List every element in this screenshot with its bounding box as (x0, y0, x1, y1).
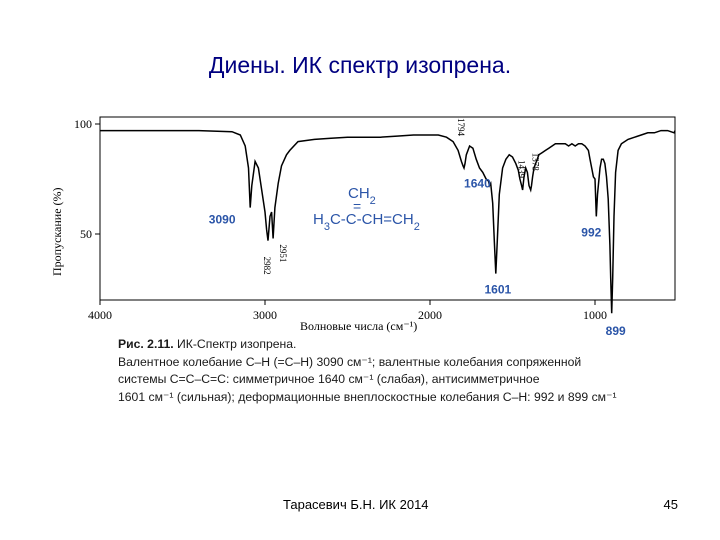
peak-label: 1439 (516, 160, 527, 178)
isoprene-structure (313, 185, 420, 233)
y-axis-ticks (74, 117, 100, 241)
caption-line-3: 1601 см⁻¹ (сильная); деформационные внеплоскостные колебания C–H: 992 и 899 см⁻¹ (118, 389, 617, 404)
caption-line-1: Валентное колебание C–H (=C–H) 3090 см⁻¹; валентные колебания сопряженной (118, 354, 582, 369)
figure-label: Рис. 2.11. (118, 337, 174, 351)
y-axis-label: Пропускание (%) (50, 187, 64, 276)
molecule-double-bond: = (353, 198, 362, 214)
footer-author: Тарасевич Б.Н. ИК 2014 (283, 497, 429, 512)
plot-frame (100, 117, 675, 300)
figure-caption (118, 336, 678, 406)
x-tick-label: 3000 (253, 308, 277, 322)
y-tick-label: 50 (80, 227, 92, 241)
molecule-bottom: $H_3C-C-CH=CH_2$ (313, 211, 420, 233)
peak-label: 1601 (484, 282, 512, 297)
peak-label: 2951 (278, 244, 289, 263)
peak-label: 899 (605, 324, 626, 339)
x-tick-label: 4000 (88, 308, 112, 322)
peak-label: 1794 (455, 118, 466, 136)
peak-label: 1640 (464, 176, 491, 191)
x-tick-label: 1000 (583, 308, 607, 322)
x-axis-label: Волновые числа (см⁻¹) (300, 319, 418, 333)
peak-label: 2982 (261, 256, 272, 275)
caption-line-2: системы C=C–C=C: симметричное 1640 см⁻¹ (слабая), антисимметричное (118, 372, 540, 386)
figure-title: ИК-Спектр изопрена. (173, 337, 297, 351)
page-number: 45 (663, 497, 678, 512)
peak-label: 1378 (530, 152, 541, 171)
peak-label: 3090 (208, 212, 236, 227)
molecule-top: $CH_2$ (348, 185, 376, 207)
peak-label: 992 (581, 225, 602, 240)
slide-title: Диены. ИК спектр изопрена. (208, 52, 512, 78)
x-tick-label: 2000 (418, 308, 442, 322)
y-tick-label: 100 (74, 117, 92, 131)
